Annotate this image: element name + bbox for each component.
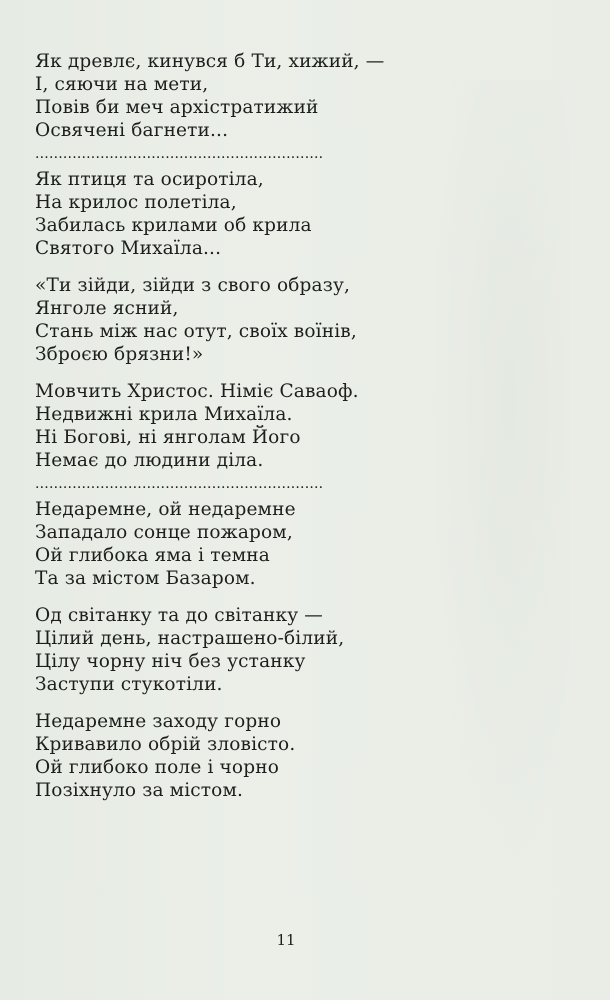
poem-line: Западало сонце пожаром, (35, 522, 293, 543)
poem-line: Забилась крилами об крила (35, 215, 312, 236)
poem-line: І, сяючи на мети, (35, 74, 209, 95)
poem-line: Святого Михаїла... (35, 238, 222, 259)
stanza-7 (35, 710, 580, 802)
poem-line: Стань між нас отут, своїх воїнів, (35, 321, 357, 342)
poem-line: Ой глибока яма і темна (35, 545, 270, 566)
poem-line: Недвижні крила Михаїла. (35, 404, 293, 425)
poem-line: Як древлє, кинувся б Ти, хижий, — (35, 51, 385, 72)
stanza-6 (35, 604, 580, 696)
poem-line: Недаремне, ой недаремне (35, 499, 296, 520)
poem-line: Цілий день, настрашено-білий, (35, 628, 345, 649)
poem-line: Цілу чорну ніч без устанку (35, 651, 306, 672)
page-number: 11 (276, 931, 296, 949)
ellipsis-divider: .............................................................. (35, 146, 324, 162)
poem-line: Повів би меч архістратижий (35, 97, 319, 118)
poem-line: Як птиця та осиротіла, (35, 169, 264, 190)
poem-line: Кривавило обрій зловісто. (35, 734, 296, 755)
poem-line: Мовчить Христос. Німіє Саваоф. (35, 381, 359, 402)
ellipsis-divider: .............................................................. (35, 476, 324, 492)
poem-line: Заступи стукотіли. (35, 674, 223, 695)
stanza-1 (35, 50, 580, 142)
poem-line: Зброєю брязни!» (35, 344, 204, 365)
poem-line: Та за містом Базаром. (35, 568, 256, 589)
stanza-2 (35, 168, 580, 260)
poem-line: Позіхнуло за містом. (35, 780, 244, 801)
poem-line: Немає до людини діла. (35, 450, 264, 471)
poem-line: Од світанку та до світанку — (35, 605, 323, 626)
poem-line: Освячені багнети... (35, 120, 229, 141)
stanza-5 (35, 498, 580, 590)
poem-line: Янголе ясний, (35, 298, 179, 319)
stanza-3 (35, 274, 580, 366)
poem-text (35, 50, 580, 816)
poem-line: Ні Богові, ні янголам Його (35, 427, 301, 448)
poem-line: «Ти зійди, зійди з свого образу, (35, 275, 351, 296)
poem-line: Ой глибоко поле і чорно (35, 757, 279, 778)
poem-line: На крилос полетіла, (35, 192, 237, 213)
stanza-4 (35, 380, 580, 472)
poem-line: Недаремне заходу горно (35, 711, 282, 732)
